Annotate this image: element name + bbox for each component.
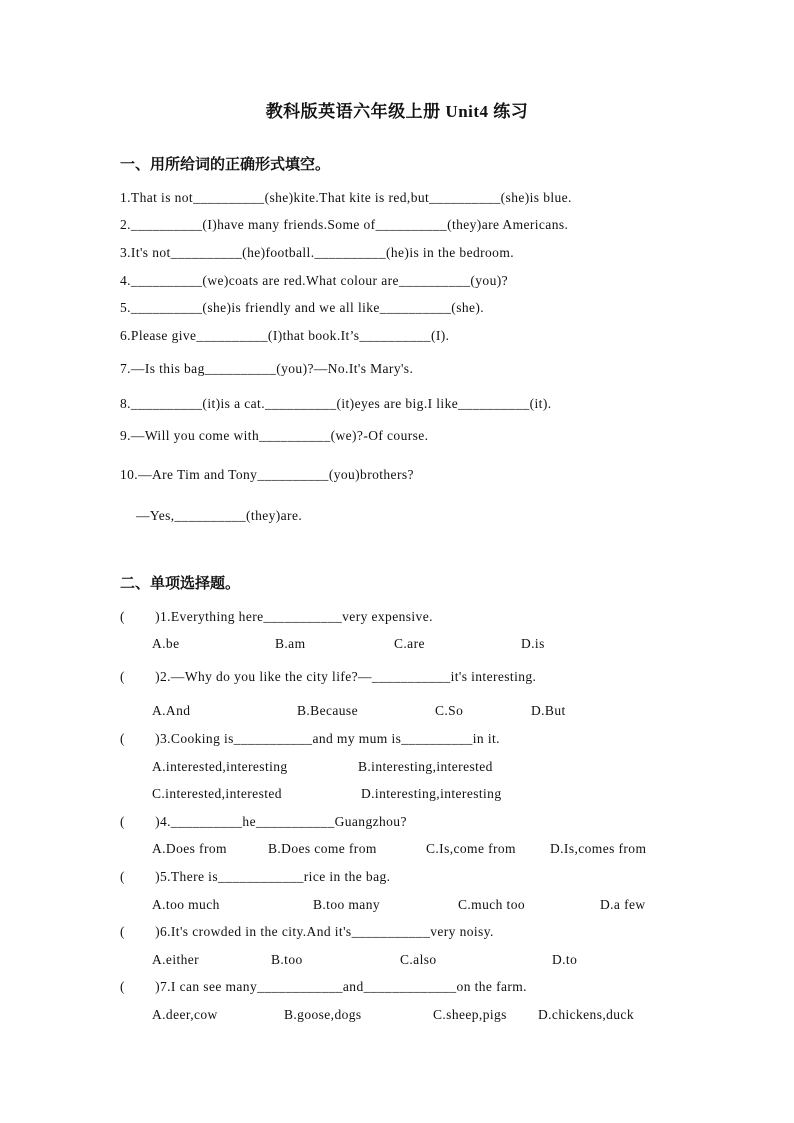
section-2-heading: 二、单项选择题。 bbox=[120, 576, 241, 592]
fill-blank-item-2: 2.__________(I)have many friends.Some of__________(they)are Americans. bbox=[120, 217, 569, 232]
choice-q3-option-c: C.interested,interested bbox=[152, 786, 282, 801]
choice-q7-option-d: D.chickens,duck bbox=[538, 1007, 634, 1022]
choice-question-1: ( )1.Everything here___________very expensive. bbox=[120, 609, 433, 624]
choice-question-6: ( )6.It's crowded in the city.And it's___________very noisy. bbox=[120, 924, 494, 939]
choice-question-2: ( )2.—Why do you like the city life?—___________it's interesting. bbox=[120, 669, 537, 684]
choice-q4-option-a: A.Does from bbox=[152, 841, 227, 856]
fill-blank-item-3: 3.It's not__________(he)football.__________(he)is in the bedroom. bbox=[120, 245, 514, 260]
choice-q2-option-d: D.But bbox=[531, 703, 566, 718]
fill-blank-item-6: 6.Please give__________(I)that book.It’s__________(I). bbox=[120, 328, 450, 343]
choice-q6-option-b: B.too bbox=[271, 952, 303, 967]
choice-q6-option-d: D.to bbox=[552, 952, 578, 967]
choice-q5-option-d: D.a few bbox=[600, 897, 646, 912]
choice-question-5: ( )5.There is____________rice in the bag. bbox=[120, 869, 391, 884]
fill-blank-item-10-answer: —Yes,__________(they)are. bbox=[136, 508, 303, 523]
choice-q1-option-b: B.am bbox=[275, 636, 306, 651]
choice-q4-option-b: B.Does come from bbox=[268, 841, 377, 856]
choice-question-3: ( )3.Cooking is___________and my mum is__________in it. bbox=[120, 731, 500, 746]
choice-q3-option-b: B.interesting,interested bbox=[358, 759, 493, 774]
choice-q2-option-a: A.And bbox=[152, 703, 191, 718]
choice-q6-option-c: C.also bbox=[400, 952, 437, 967]
choice-q7-option-c: C.sheep,pigs bbox=[433, 1007, 507, 1022]
fill-blank-item-7: 7.—Is this bag__________(you)?—No.It's Mary's. bbox=[120, 361, 414, 376]
choice-question-7: ( )7.I can see many____________and_____________on the farm. bbox=[120, 979, 527, 994]
choice-q6-option-a: A.either bbox=[152, 952, 200, 967]
fill-blank-item-9: 9.—Will you come with__________(we)?-Of course. bbox=[120, 428, 429, 443]
choice-q4-option-d: D.Is,comes from bbox=[550, 841, 647, 856]
choice-q5-option-a: A.too much bbox=[152, 897, 220, 912]
fill-blank-item-10: 10.—Are Tim and Tony__________(you)brothers? bbox=[120, 467, 414, 482]
page-title: 教科版英语六年级上册 Unit4 练习 bbox=[265, 102, 529, 121]
choice-q5-option-c: C.much too bbox=[458, 897, 525, 912]
choice-q2-option-c: C.So bbox=[435, 703, 464, 718]
choice-q7-option-a: A.deer,cow bbox=[152, 1007, 218, 1022]
fill-blank-item-5: 5.__________(she)is friendly and we all like__________(she). bbox=[120, 300, 485, 315]
choice-q4-option-c: C.Is,come from bbox=[426, 841, 516, 856]
section-1-heading: 一、用所给词的正确形式填空。 bbox=[120, 157, 331, 173]
choice-q7-option-b: B.goose,dogs bbox=[284, 1007, 362, 1022]
fill-blank-item-4: 4.__________(we)coats are red.What colour are__________(you)? bbox=[120, 273, 509, 288]
choice-q5-option-b: B.too many bbox=[313, 897, 380, 912]
choice-question-4: ( )4.__________he___________Guangzhou? bbox=[120, 814, 407, 829]
fill-blank-item-8: 8.__________(it)is a cat.__________(it)eyes are big.I like__________(it). bbox=[120, 396, 552, 411]
choice-q3-option-d: D.interesting,interesting bbox=[361, 786, 502, 801]
choice-q1-option-d: D.is bbox=[521, 636, 545, 651]
fill-blank-item-1: 1.That is not__________(she)kite.That kite is red,but__________(she)is blue. bbox=[120, 190, 572, 205]
choice-q1-option-a: A.be bbox=[152, 636, 180, 651]
choice-q1-option-c: C.are bbox=[394, 636, 425, 651]
choice-q3-option-a: A.interested,interesting bbox=[152, 759, 288, 774]
choice-q2-option-b: B.Because bbox=[297, 703, 358, 718]
